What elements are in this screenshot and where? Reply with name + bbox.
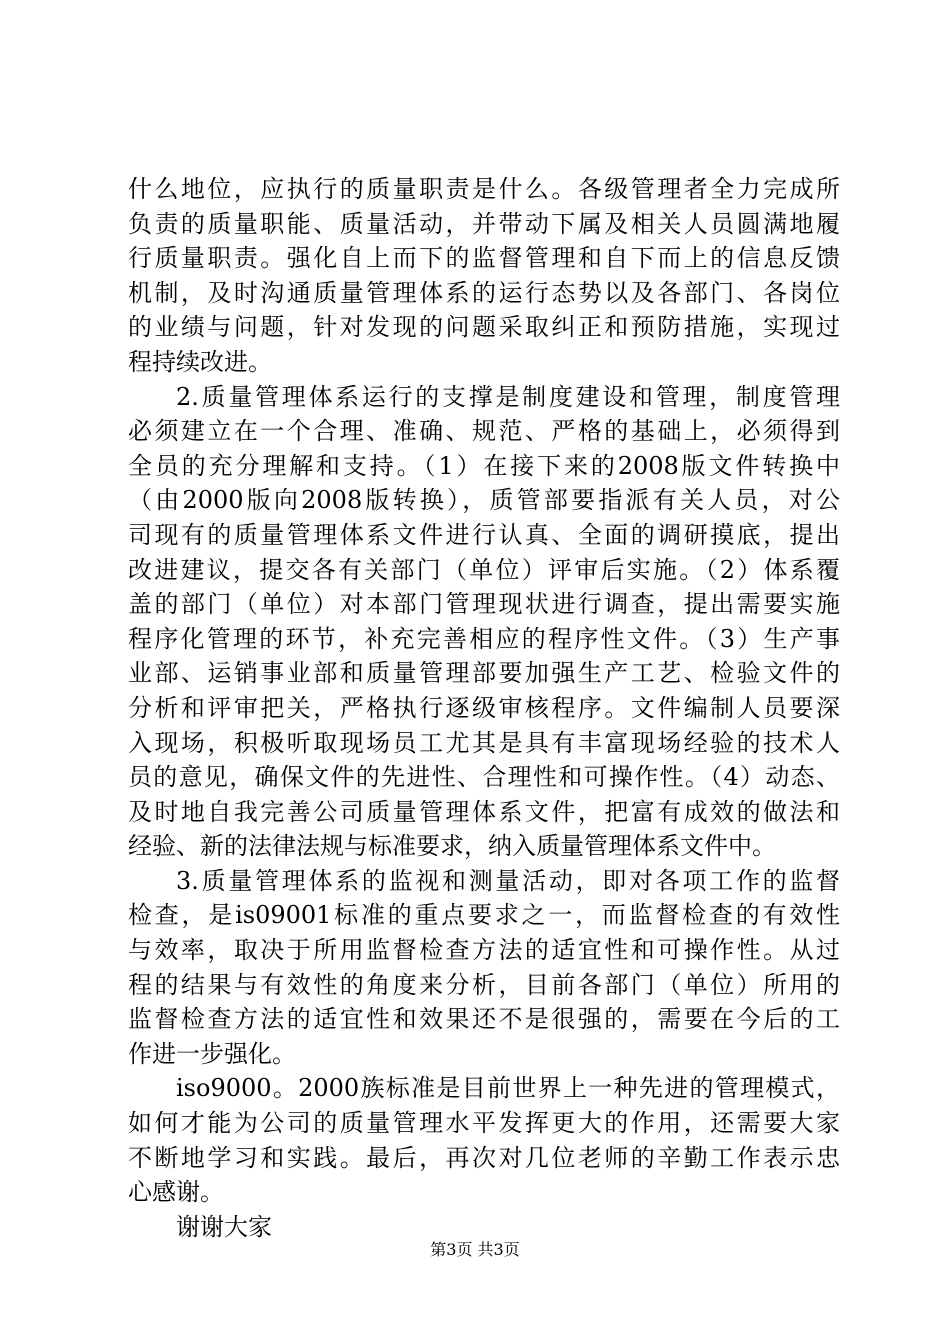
text-line: 负责的质量职能、质量活动，并带动下属及相关人员圆满地履 bbox=[128, 209, 840, 238]
text-line: 程的结果与有效性的角度来分析，目前各部门（单位）所用的 bbox=[128, 970, 840, 999]
text-line: 如何才能为公司的质量管理水平发挥更大的作用，还需要大家 bbox=[128, 1109, 840, 1138]
text-line: 改进建议，提交各有关部门（单位）评审后实施。（2）体系覆 bbox=[128, 555, 840, 584]
page-number-label: 第3页 共3页 bbox=[430, 1240, 520, 1259]
text-line: 机制，及时沟通质量管理体系的运行态势以及各部门、各岗位 bbox=[128, 278, 840, 307]
text-line: 员的意见，确保文件的先进性、合理性和可操作性。（4）动态、 bbox=[128, 763, 840, 792]
text-line: 盖的部门（单位）对本部门管理现状进行调查，提出需要实施 bbox=[128, 590, 840, 619]
text-line: 心感谢。 bbox=[128, 1178, 224, 1207]
text-line: 与效率，取决于所用监督检查方法的适宜性和可操作性。从过 bbox=[128, 936, 840, 965]
text-line: 分析和评审把关，严格执行逐级审核程序。文件编制人员要深 bbox=[128, 693, 840, 722]
text-line: 全员的充分理解和支持。（1）在接下来的2008版文件转换中 bbox=[128, 451, 840, 480]
text-line: 行质量职责。强化自上而下的监督管理和自下而上的信息反馈 bbox=[128, 244, 840, 273]
text-line: 作进一步强化。 bbox=[128, 1039, 296, 1068]
paragraph-first-line: 2.质量管理体系运行的支撑是制度建设和管理，制度管理 bbox=[176, 382, 840, 411]
text-line: 检查，是is09001标准的重点要求之一，而监督检查的有效性 bbox=[128, 901, 840, 930]
document-body bbox=[128, 172, 840, 1244]
text-line: 入现场，积极听取现场员工尤其是具有丰富现场经验的技术人 bbox=[128, 728, 840, 757]
page-footer bbox=[0, 1240, 950, 1260]
text-line: 不断地学习和实践。最后，再次对几位老师的辛勤工作表示忠 bbox=[128, 1143, 840, 1172]
closing-line: 谢谢大家 bbox=[176, 1212, 272, 1241]
paragraph-first-line: 3.质量管理体系的监视和测量活动，即对各项工作的监督 bbox=[176, 866, 840, 895]
text-line: 的业绩与问题，针对发现的问题采取纠正和预防措施，实现过 bbox=[128, 313, 840, 342]
paragraph-first-line: iso9000。2000族标准是目前世界上一种先进的管理模式， bbox=[176, 1074, 840, 1103]
text-line: 经验、新的法律法规与标准要求，纳入质量管理体系文件中。 bbox=[128, 832, 776, 861]
text-line: 必须建立在一个合理、准确、规范、严格的基础上，必须得到 bbox=[128, 417, 840, 446]
text-line: 及时地自我完善公司质量管理体系文件，把富有成效的做法和 bbox=[128, 797, 840, 826]
text-line: 业部、运销事业部和质量管理部要加强生产工艺、检验文件的 bbox=[128, 659, 840, 688]
text-line: 程持续改进。 bbox=[128, 347, 272, 376]
text-line: 司现有的质量管理体系文件进行认真、全面的调研摸底，提出 bbox=[128, 520, 840, 549]
text-line: 什么地位，应执行的质量职责是什么。各级管理者全力完成所 bbox=[128, 175, 840, 203]
text-line: 监督检查方法的适宜性和效果还不是很强的，需要在今后的工 bbox=[128, 1005, 840, 1034]
text-line: 程序化管理的环节，补充完善相应的程序性文件。（3）生产事 bbox=[128, 624, 840, 653]
text-line: （由2000版向2008版转换），质管部要指派有关人员，对公 bbox=[128, 486, 840, 515]
